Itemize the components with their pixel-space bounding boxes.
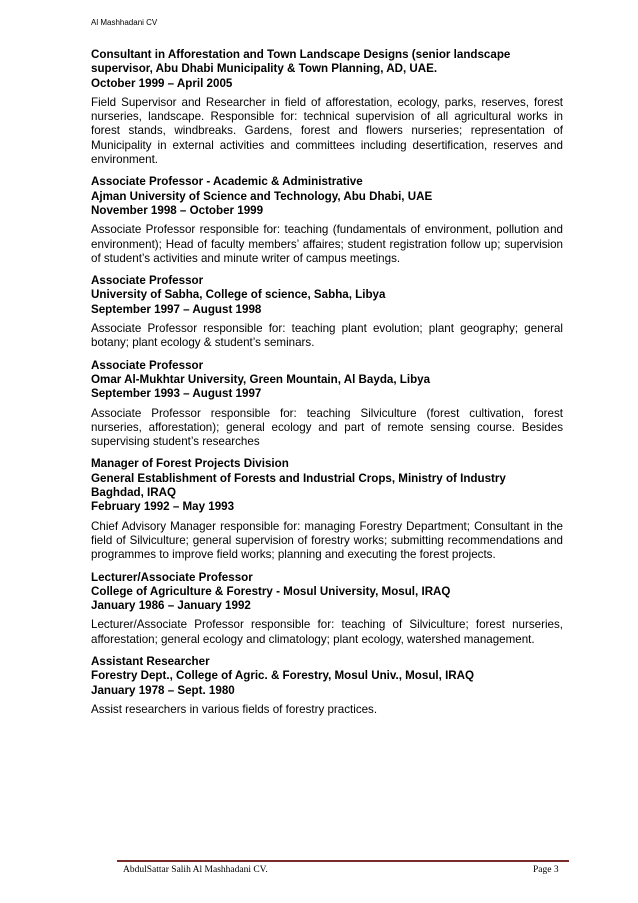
entry-title: Lecturer/Associate Professor xyxy=(91,570,253,584)
entry-dates: September 1997 – August 1998 xyxy=(91,302,262,316)
experience-entry xyxy=(91,655,563,717)
experience-entry xyxy=(91,457,563,562)
entry-organization: General Establishment of Forests and Industrial Crops, Ministry of Industry xyxy=(91,471,506,485)
entry-organization: supervisor, Abu Dhabi Municipality & Town Planning, AD, UAE. xyxy=(91,62,438,76)
experience-entry xyxy=(91,48,563,167)
entry-organization: Forestry Dept., College of Agric. & Forestry, Mosul Univ., Mosul, IRAQ xyxy=(91,669,475,683)
entry-description: Associate Professor responsible for: teaching (fundamentals of environment, pollution and environment); Head of faculty members’ affaires; student registration follow up; supervision of student’s activities and minute writer of campus meetings. xyxy=(91,223,563,265)
entry-title: Associate Professor - Academic & Administrative xyxy=(91,175,363,189)
entry-title: Manager of Forest Projects Division xyxy=(91,457,289,471)
entry-title: Consultant in Afforestation and Town Landscape Designs (senior landscape xyxy=(91,48,511,61)
entry-dates: February 1992 – May 1993 xyxy=(91,500,235,514)
entry-description: Chief Advisory Manager responsible for: managing Forestry Department; Consultant in the field of Silviculture; general supervision of forestry works; submitting recommendations and programmes to improve field works; planning and executing the forest projects. xyxy=(91,519,563,562)
entry-dates: January 1986 – January 1992 xyxy=(91,599,251,613)
entry-organization: University of Sabha, College of science, Sabha, Libya xyxy=(91,288,386,302)
cv-content xyxy=(91,48,563,725)
experience-entry xyxy=(91,274,563,350)
page-number: Page 3 xyxy=(533,865,559,875)
entry-dates: January 1978 – Sept. 1980 xyxy=(91,683,235,697)
entry-description: Lecturer/Associate Professor responsible for: teaching of Silviculture; forest nurseries, afforestation; general ecology and climatology; plant ecology, watershed management. xyxy=(91,618,563,646)
experience-entry xyxy=(91,175,563,266)
entry-description: Associate Professor responsible for: teaching Silviculture (forest cultivation, forest nurseries, afforestation); general ecology and part of remote sensing course. Besides supervising student’s researches xyxy=(91,406,563,449)
entry-organization: Omar Al-Mukhtar University, Green Mountain, Al Bayda, Libya xyxy=(91,372,431,386)
entry-dates: September 1993 – August 1997 xyxy=(91,387,262,401)
footer-divider xyxy=(117,860,569,862)
entry-location: Baghdad, IRAQ xyxy=(91,486,177,500)
footer-author: AbdulSattar Salih Al Mashhadani CV. xyxy=(123,865,268,875)
entry-title: Associate Professor xyxy=(91,358,204,372)
running-header: Al Mashhadani CV xyxy=(91,18,158,27)
entry-title: Assistant Researcher xyxy=(91,654,210,668)
experience-entry xyxy=(91,359,563,450)
entry-dates: November 1998 – October 1999 xyxy=(91,203,264,217)
entry-organization: College of Agriculture & Forestry - Mosul University, Mosul, IRAQ xyxy=(91,584,451,598)
entry-description: Field Supervisor and Researcher in field of afforestation, ecology, parks, reserves, forest nurseries, landscape. Responsible for: technical supervision of all agricultural works in forest stands, windbreaks. Gardens, forest and flowers nurseries; representation of Municipality in external activities and committees including desertification, reserves and environment. xyxy=(91,95,563,167)
entry-description: Assist researchers in various fields of forestry practices. xyxy=(91,702,378,716)
entry-dates: October 1999 – April 2005 xyxy=(91,76,233,90)
entry-description: Associate Professor responsible for: teaching plant evolution; plant geography; general botany; plant ecology & student’s seminars. xyxy=(91,322,563,350)
entry-title: Associate Professor xyxy=(91,274,204,288)
entry-organization: Ajman University of Science and Technology, Abu Dhabi, UAE xyxy=(91,189,433,203)
experience-entry xyxy=(91,571,563,647)
